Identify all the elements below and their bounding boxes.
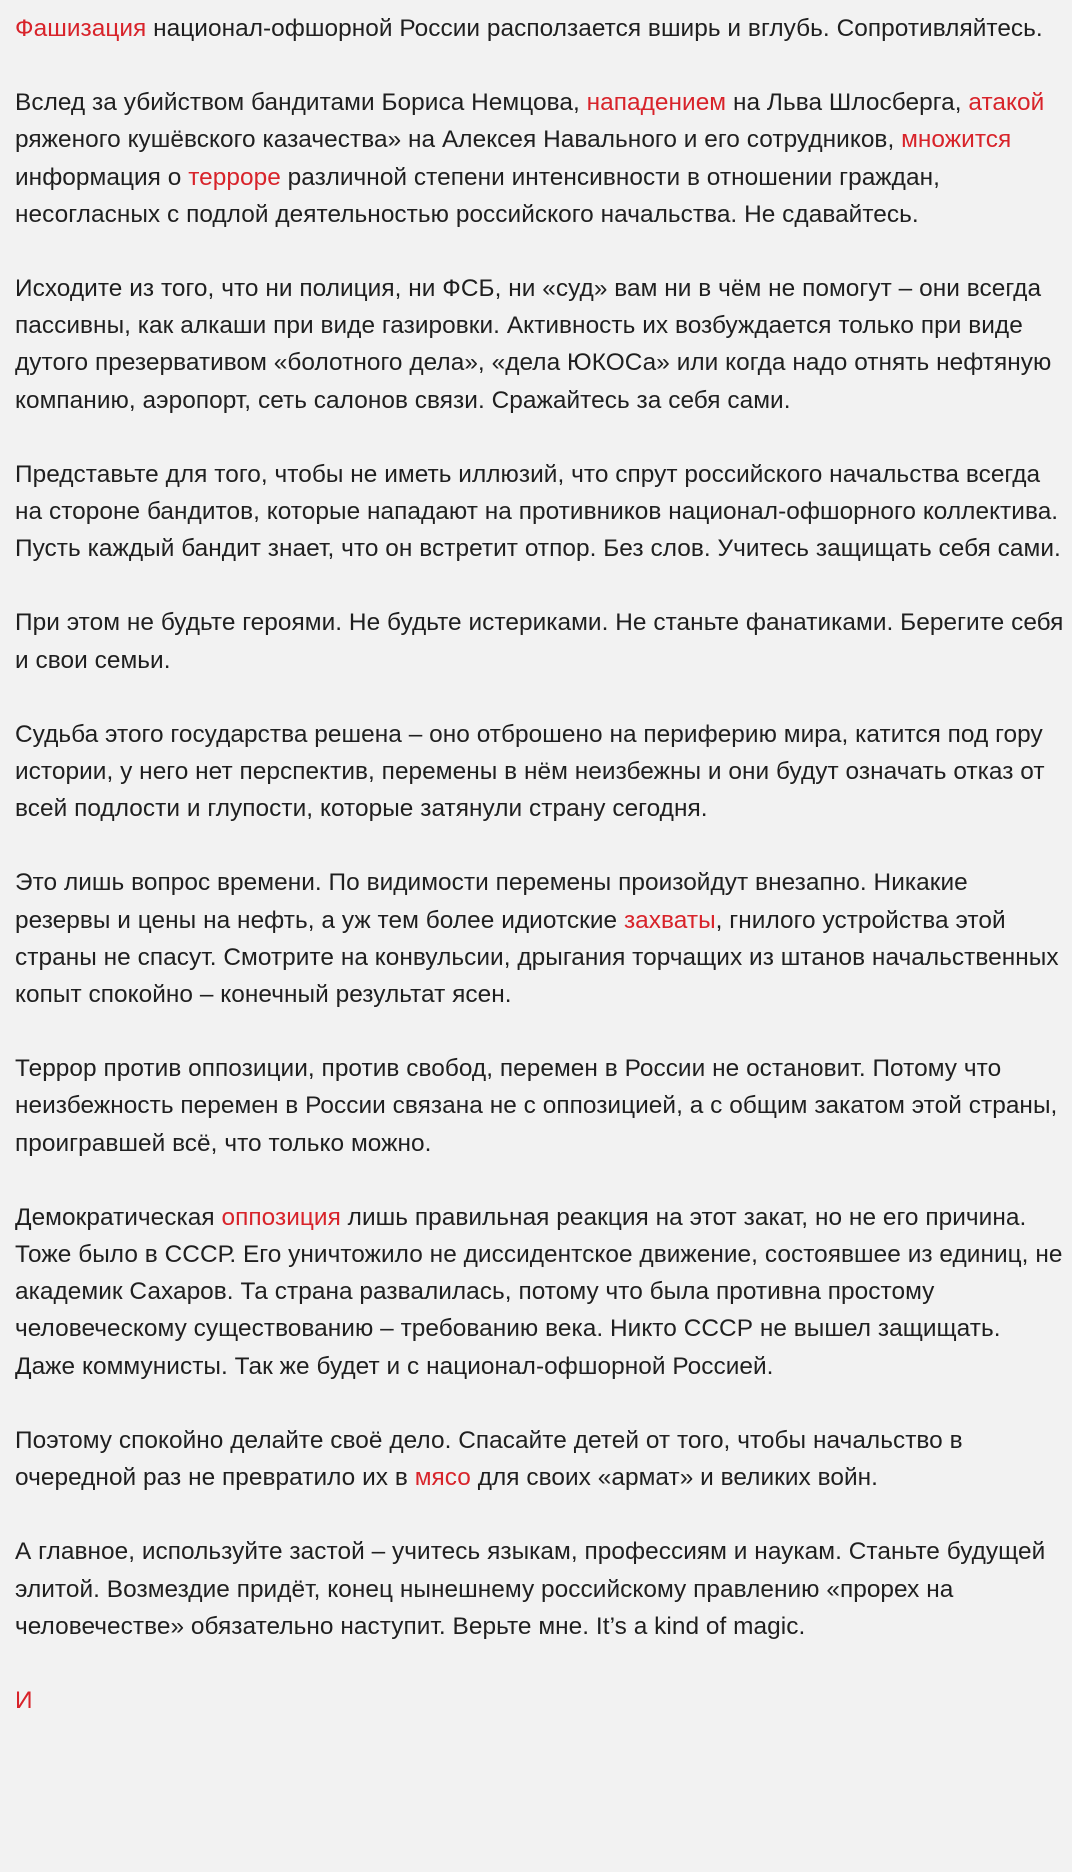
paragraph-text: различной степени интенсивности в отношении граждан, несогласных с подлой деятельностью российского начальства. Не сдавайтесь. bbox=[15, 163, 940, 228]
paragraph-text: Это лишь вопрос времени. По видимости перемены произойдут внезапно. Никакие резервы и цены на нефть, а уж тем более идиотские bbox=[15, 869, 968, 934]
paragraph bbox=[15, 1199, 1064, 1385]
inline-link[interactable]: мясо bbox=[414, 1464, 471, 1492]
paragraph-text: Исходите из того, что ни полиция, ни ФСБ, ни «суд» вам ни в чём не помогут – они всегда пассивны, как алкаши при виде газировки. Активность их возбуждается только при виде дутого презервативом «болотного дела», «дела ЮКОСа» или когда надо отнять нефтяную компанию, аэропорт, сеть салонов связи. Сражайтесь за себя сами. bbox=[15, 275, 1052, 414]
paragraph-text: информация о bbox=[15, 163, 189, 191]
paragraph-text: Представьте для того, чтобы не иметь иллюзий, что спрут российского начальства всегда на стороне бандитов, которые нападают на противников национал‑офшорного коллектива. Пусть каждый бандит знает, что он встретит отпор. Без слов. Учитесь защищать себя сами. bbox=[15, 460, 1061, 563]
paragraph bbox=[15, 270, 1064, 419]
paragraph-text: национал‑офшорной России расползается вширь и вглубь. Сопротивляйтесь. bbox=[146, 15, 1043, 42]
paragraph-text: При этом не будьте героями. Не будьте истериками. Не станьте фанатиками. Берегите себя и свои семьи. bbox=[15, 609, 1064, 674]
paragraph-text: Террор против оппозиции, против свобод, перемен в России не остановит. Потому что неизбежность перемен в России связана не с оппозицией, а с общим закатом этой страны, проигравшей всё, что только можно. bbox=[15, 1055, 1058, 1157]
paragraph-text: Судьба этого государства решена – оно отброшено на периферию мира, катится под гору истории, у него нет перспектив, перемены в нём неизбежны и они будут означать отказ от всей подлости и глупости, которые затянули страну сегодня. bbox=[15, 720, 1045, 823]
paragraph bbox=[15, 864, 1064, 1013]
paragraph bbox=[15, 456, 1064, 568]
paragraph-text: Вслед за убийством бандитами Бориса Немцова, bbox=[15, 89, 587, 117]
paragraph bbox=[15, 10, 1064, 47]
inline-link[interactable]: множится bbox=[901, 126, 1012, 154]
paragraph-text: Поэтому спокойно делайте своё дело. Спасайте детей от того, чтобы начальство в очередной раз не превратило их в bbox=[15, 1426, 963, 1492]
paragraph-text: для своих «армат» и великих войн. bbox=[470, 1464, 878, 1492]
paragraph-text: ряженого кушёвского казачества» на Алексея Навального и его сотрудников, bbox=[15, 126, 902, 154]
paragraph bbox=[15, 1533, 1064, 1645]
inline-link[interactable]: атакой bbox=[968, 89, 1045, 117]
inline-link[interactable]: Фашизация bbox=[15, 15, 147, 42]
paragraph-text: лишь правильная реакция на этот закат, но не его причина. Тоже было в СССР. Его уничтожило не диссидентское движение, состоявшее из единиц, не академик Сахаров. Та страна развалилась, потому что была противна простому человеческому существованию – требованию века. Никто СССР не вышел защищать. Даже коммунисты. Так же будет и с национал‑офшорной Россией. bbox=[15, 1203, 1063, 1380]
paragraph-text: , гнилого устройства этой страны не спасут. Смотрите на конвульсии, дрыгания торчащих из штанов начальственных копыт спокойно – конечный результат ясен. bbox=[15, 906, 1059, 1009]
inline-link[interactable]: И bbox=[15, 1686, 33, 1714]
paragraph bbox=[15, 84, 1064, 233]
paragraph-text: Демократическая bbox=[15, 1203, 222, 1231]
inline-link[interactable]: оппозиция bbox=[221, 1203, 341, 1231]
paragraph bbox=[15, 716, 1064, 828]
paragraph bbox=[15, 1050, 1064, 1162]
paragraph bbox=[15, 604, 1064, 678]
inline-link[interactable]: нападением bbox=[586, 89, 727, 117]
inline-link[interactable]: терроре bbox=[188, 163, 281, 191]
paragraph bbox=[15, 1682, 1064, 1719]
paragraph bbox=[15, 1422, 1064, 1496]
paragraph-text: на Льва Шлосберга, bbox=[726, 89, 969, 117]
inline-link[interactable]: захваты bbox=[623, 906, 716, 934]
paragraph-text: А главное, используйте застой – учитесь языкам, профессиям и наукам. Станьте будущей элитой. Возмездие придёт, конец нынешнему российскому правлению «прорех на человечестве» обязательно наступит. Верьте мне. It’s a kind of magic. bbox=[15, 1538, 1046, 1640]
